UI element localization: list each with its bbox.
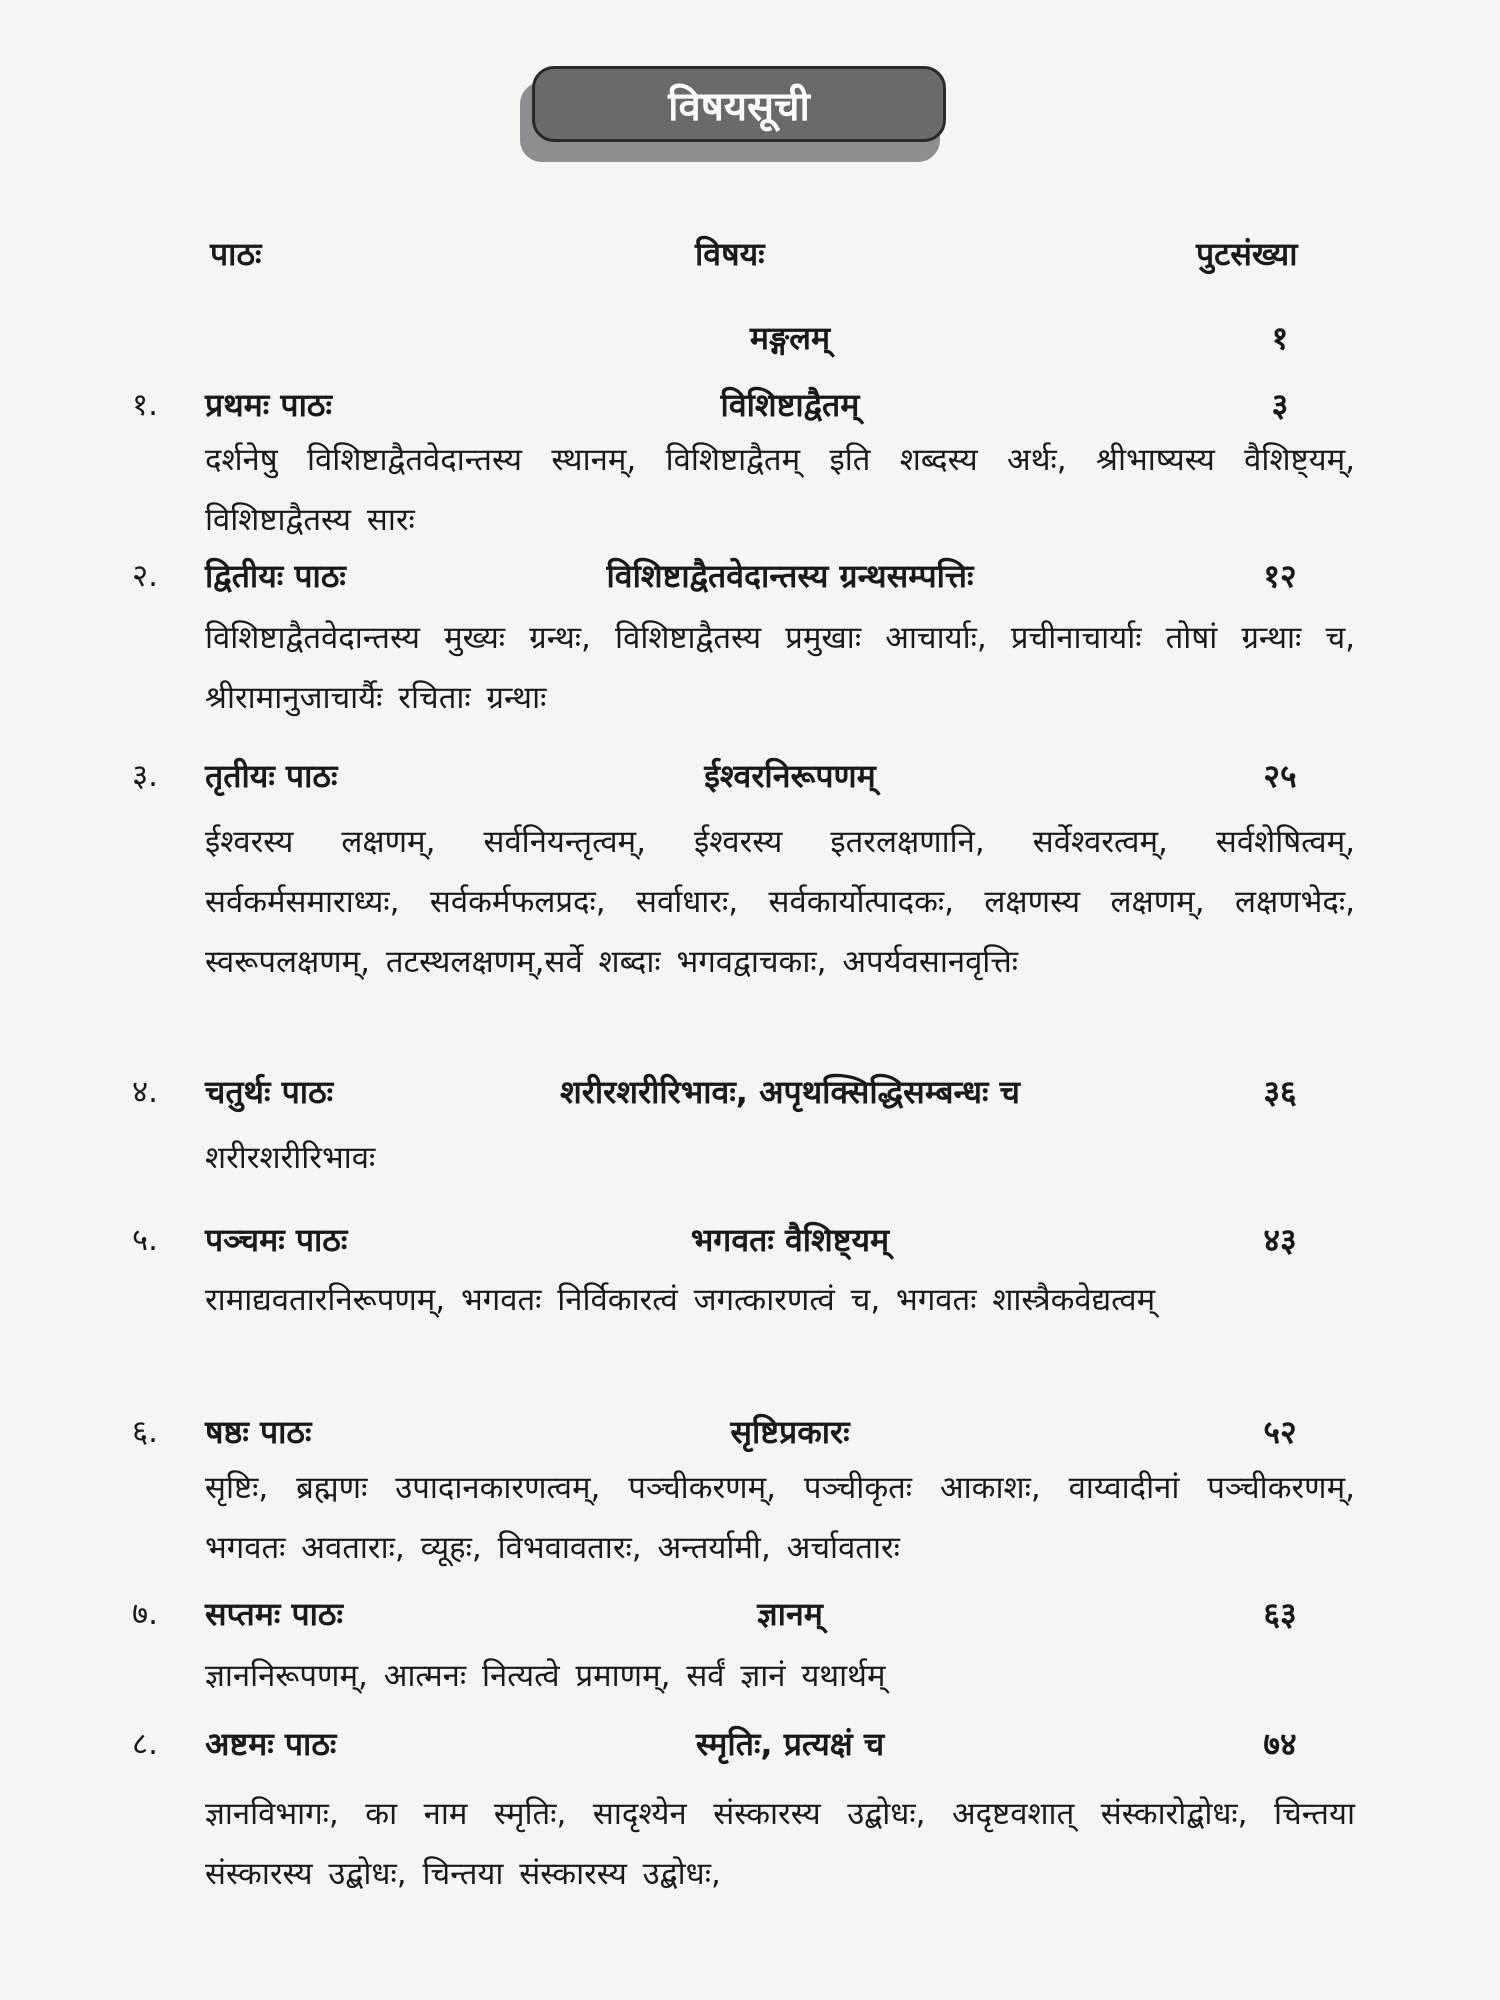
toc-row-number: २. <box>132 558 158 594</box>
toc-row-subject: मङ्गलम् <box>749 319 831 357</box>
toc-row-subject: सृष्टिप्रकारः <box>730 1413 850 1451</box>
toc-row-subject: ज्ञानम् <box>757 1595 823 1633</box>
toc-row-number: ६. <box>132 1414 158 1450</box>
column-header-subject: विषयः <box>695 235 765 273</box>
toc-row-label: षष्ठः पाठः <box>205 1413 312 1451</box>
toc-row-description: ईश्वरस्य लक्षणम्, सर्वनियन्तृत्वम्, ईश्वरस्य इतरलक्षणानि, सर्वेश्वरत्वम्, सर्वशेषित्वम्, सर्वकर्मसमाराध्यः, सर्वकर्मफलप्रदः, सर्वाधारः, सर्वकार्योत्पादकः, लक्षणस्य लक्षणम्, लक्षणभेदः, स्वरूपलक्षणम्, तटस्थलक्षणम्,सर्वे शब्दाः भगवद्वाचकाः, अपर्यवसानवृत्तिः <box>205 824 1355 980</box>
toc-row-description: ज्ञाननिरूपणम्, आत्मनः नित्यत्वे प्रमाणम्, सर्वं ज्ञानं यथार्थम् <box>205 1658 886 1694</box>
toc-row-subject: विशिष्टाद्वैतवेदान्तस्य ग्रन्थसम्पत्तिः <box>606 557 974 595</box>
title-banner <box>520 66 952 162</box>
toc-row-page: १ <box>1271 319 1289 357</box>
toc-row-number: ४. <box>132 1074 158 1110</box>
column-header-lesson: पाठः <box>210 235 262 273</box>
toc-row-page: १२ <box>1263 557 1297 595</box>
toc-row-page: ३६ <box>1263 1073 1297 1111</box>
toc-row-lesson-7 <box>0 1586 1500 1640</box>
toc-row-label: सप्तमः पाठः <box>205 1595 343 1633</box>
toc-row-lesson-6 <box>0 1404 1500 1458</box>
toc-row-label: अष्टमः पाठः <box>205 1725 337 1763</box>
toc-row-mangalam <box>0 310 1500 364</box>
toc-row-number: १. <box>132 387 158 423</box>
toc-row-page: २५ <box>1263 757 1297 795</box>
toc-row-page: ७४ <box>1263 1725 1297 1763</box>
toc-row-label: द्वितीयः पाठः <box>205 557 346 595</box>
toc-row-page: ३ <box>1271 386 1289 424</box>
toc-row-number: ५. <box>132 1222 158 1258</box>
toc-row-label: पञ्चमः पाठः <box>205 1221 348 1259</box>
toc-row-lesson-2 <box>0 548 1500 602</box>
toc-row-lesson-5 <box>0 1212 1500 1266</box>
toc-row-lesson-1 <box>0 377 1500 431</box>
toc-row-description: रामाद्यवतारनिरूपणम्, भगवतः निर्विकारत्वं जगत्कारणत्वं च, भगवतः शास्त्रैकवेद्यत्वम् <box>205 1282 1156 1318</box>
toc-row-label: प्रथमः पाठः <box>205 386 332 424</box>
toc-row-number: ७. <box>132 1596 158 1632</box>
toc-row-label: चतुर्थः पाठः <box>205 1073 334 1111</box>
page-title: विषयसूची <box>532 66 946 142</box>
toc-row-page: ६३ <box>1263 1595 1297 1633</box>
toc-row-description: शरीरशरीरिभावः <box>205 1140 376 1176</box>
toc-row-description: सृष्टिः, ब्रह्मणः उपादानकारणत्वम्, पञ्चीकरणम्, पञ्चीकृतः आकाशः, वाय्वादीनां पञ्चीकरणम्, भगवतः अवताराः, व्यूहः, विभवावतारः, अन्तर्यामी, अर्चावतारः <box>205 1470 1355 1566</box>
toc-row-description: ज्ञानविभागः, का नाम स्मृतिः, सादृश्येन संस्कारस्य उद्बोधः, अदृष्टवशात् संस्कारोद्बोधः, चिन्तया संस्कारस्य उद्बोधः, चिन्तया संस्कारस्य उद्बोधः, <box>205 1796 1355 1892</box>
toc-row-subject: भगवतः वैशिष्ट्यम् <box>690 1221 890 1259</box>
toc-row-lesson-3 <box>0 748 1500 802</box>
toc-row-subject: शरीरशरीरिभावः, अपृथक्सिद्धिसम्बन्धः च <box>560 1073 1020 1111</box>
toc-row-subject: ईश्वरनिरूपणम् <box>704 757 876 795</box>
toc-row-page: ४३ <box>1263 1221 1297 1259</box>
toc-row-page: ५२ <box>1263 1413 1297 1451</box>
toc-row-number: ८. <box>132 1726 158 1762</box>
toc-row-subject: स्मृतिः, प्रत्यक्षं च <box>695 1725 885 1763</box>
toc-row-description: दर्शनेषु विशिष्टाद्वैतवेदान्तस्य स्थानम्, विशिष्टाद्वैतम् इति शब्दस्य अर्थः, श्रीभाष्यस्य वैशिष्ट्यम्, विशिष्टाद्वैतस्य सारः <box>205 442 1355 538</box>
toc-row-description: विशिष्टाद्वैतवेदान्तस्य मुख्यः ग्रन्थः, विशिष्टाद्वैतस्य प्रमुखाः आचार्याः, प्रचीनाचार्याः तोषां ग्रन्थाः च, श्रीरामानुजाचार्यैः रचिताः ग्रन्थाः <box>205 620 1355 716</box>
toc-row-number: ३. <box>132 758 158 794</box>
column-header-page: पुटसंख्या <box>1196 235 1298 273</box>
toc-row-label: तृतीयः पाठः <box>205 757 338 795</box>
toc-row-lesson-8 <box>0 1716 1500 1770</box>
toc-row-subject: विशिष्टाद्वैतम् <box>720 386 860 424</box>
toc-row-lesson-4 <box>0 1064 1500 1118</box>
